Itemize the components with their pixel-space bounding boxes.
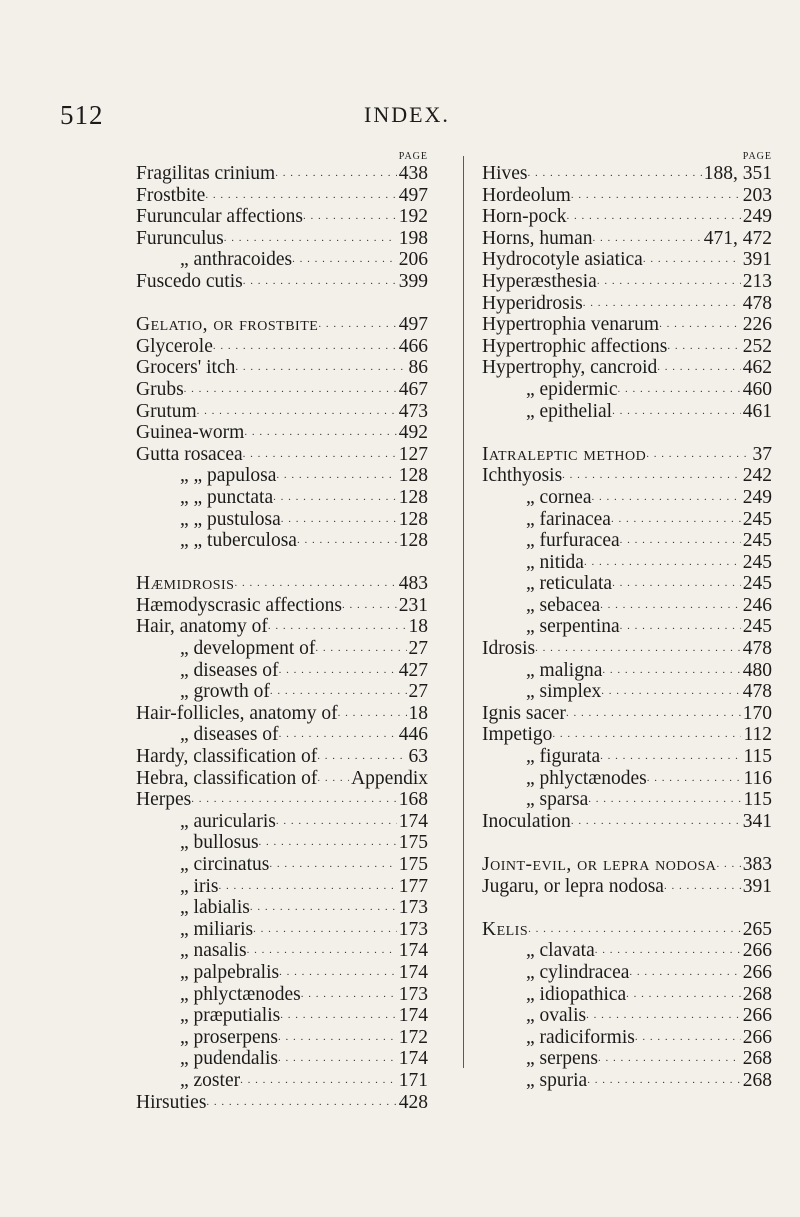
entry-term: „ phlyctænodes bbox=[526, 767, 647, 789]
entry-term: Joint-evil, or lepra nodosa bbox=[482, 854, 717, 875]
entry-term: Glycerole bbox=[136, 335, 213, 357]
entry-page: 18 bbox=[408, 616, 428, 638]
entry-page: 483 bbox=[398, 573, 428, 595]
entry-page: 174 bbox=[398, 810, 428, 832]
entry-term: „ maligna bbox=[526, 659, 603, 681]
entry-term: Ignis sacer bbox=[482, 702, 566, 724]
entry-page: 268 bbox=[742, 1069, 772, 1091]
entry-page: 383 bbox=[742, 854, 772, 875]
entry-page: 341 bbox=[742, 810, 772, 832]
entry-page: 446 bbox=[398, 724, 428, 746]
entry-term: Hair-follicles, anatomy of bbox=[136, 702, 338, 724]
entry-page: 174 bbox=[398, 961, 428, 983]
entry-page: 266 bbox=[742, 961, 772, 983]
entry-term: „ labialis bbox=[180, 897, 250, 919]
entry-page: 188, 351 bbox=[703, 163, 772, 184]
entry-page: 37 bbox=[752, 443, 772, 465]
entry-term: Herpes bbox=[136, 789, 192, 811]
entry-term: Horns, human bbox=[482, 227, 593, 249]
right-entries bbox=[482, 163, 772, 1092]
dot-leader bbox=[297, 527, 397, 552]
entry-page: 266 bbox=[742, 1005, 772, 1027]
entry-term: „ spuria bbox=[526, 1069, 588, 1091]
entry-page: 242 bbox=[742, 465, 772, 487]
entry-page: 245 bbox=[742, 530, 772, 552]
entry-term: „ clavata bbox=[526, 940, 595, 962]
entry-term: Hives bbox=[482, 163, 528, 184]
dot-leader bbox=[571, 808, 741, 833]
entry-term: Hypertrophy, cancroid bbox=[482, 357, 658, 379]
entry-page: 497 bbox=[398, 184, 428, 206]
entry-page: 268 bbox=[742, 983, 772, 1005]
left-entries bbox=[136, 163, 428, 1113]
entry-term: Hair, anatomy of bbox=[136, 616, 268, 638]
index-entry bbox=[482, 401, 772, 423]
entry-page: 206 bbox=[398, 249, 428, 271]
entry-page: 252 bbox=[742, 335, 772, 357]
entry-page: 173 bbox=[398, 918, 428, 940]
entry-term: „ serpentina bbox=[526, 616, 620, 638]
entry-page: Appendix bbox=[351, 767, 428, 789]
entry-page: 399 bbox=[398, 270, 428, 292]
entry-page: 170 bbox=[742, 702, 772, 724]
entry-term: „ epidermic bbox=[526, 378, 618, 400]
entry-page: 63 bbox=[408, 746, 428, 768]
entry-page: 198 bbox=[398, 227, 428, 249]
entry-term: „ anthracoides bbox=[180, 249, 293, 271]
left-column bbox=[136, 150, 428, 1113]
entry-term: Hypertrophic affections bbox=[482, 335, 668, 357]
entry-term: Hyperidrosis bbox=[482, 292, 583, 314]
dot-leader bbox=[243, 268, 397, 293]
entry-term: „ simplex bbox=[526, 681, 602, 703]
entry-term: „ „ punctata bbox=[180, 486, 274, 508]
entry-term: Hardy, classification of bbox=[136, 746, 318, 768]
page-number: 512 bbox=[60, 100, 104, 130]
entry-page: 473 bbox=[398, 400, 428, 422]
index-entry bbox=[482, 876, 772, 898]
dot-leader bbox=[664, 873, 741, 898]
entry-term: Fragilitas crinium bbox=[136, 163, 276, 184]
entry-term: „ circinatus bbox=[180, 854, 270, 875]
entry-term: Hordeolum bbox=[482, 184, 571, 206]
entry-page: 249 bbox=[742, 486, 772, 508]
entry-page: 127 bbox=[398, 443, 428, 465]
entry-page: 438 bbox=[398, 163, 428, 184]
entry-page: 18 bbox=[408, 702, 428, 724]
entry-term: Grocers' itch bbox=[136, 357, 236, 379]
entry-page: 461 bbox=[742, 400, 772, 422]
entry-page: 27 bbox=[408, 681, 428, 703]
entry-page: 174 bbox=[398, 1048, 428, 1070]
entry-page: 478 bbox=[742, 638, 772, 660]
entry-page: 128 bbox=[398, 530, 428, 552]
entry-page: 249 bbox=[742, 206, 772, 228]
entry-page: 128 bbox=[398, 508, 428, 530]
entry-term: „ „ pustulosa bbox=[180, 508, 281, 530]
entry-page: 467 bbox=[398, 378, 428, 400]
entry-term: „ nitida bbox=[526, 551, 584, 573]
right-column bbox=[482, 150, 772, 1092]
entry-term: Grutum bbox=[136, 400, 197, 422]
entry-term: „ serpens bbox=[526, 1048, 599, 1070]
entry-page: 173 bbox=[398, 897, 428, 919]
entry-term: „ pudendalis bbox=[180, 1048, 279, 1070]
entry-term: „ nasalis bbox=[180, 940, 247, 962]
entry-term: Furunculus bbox=[136, 227, 224, 249]
entry-term: „ palpebralis bbox=[180, 961, 280, 983]
entry-page: 174 bbox=[398, 940, 428, 962]
entry-term: „ auricularis bbox=[180, 810, 276, 832]
entry-term: „ bullosus bbox=[180, 832, 259, 854]
entry-term: Hirsuties bbox=[136, 1091, 207, 1113]
entry-page: 462 bbox=[742, 357, 772, 379]
dot-leader bbox=[612, 398, 741, 423]
entry-term: „ development of bbox=[180, 638, 316, 660]
entry-term: Guinea-worm bbox=[136, 422, 245, 444]
entry-page: 168 bbox=[398, 789, 428, 811]
index-entry bbox=[136, 530, 428, 552]
entry-page: 391 bbox=[742, 875, 772, 897]
entry-term: „ diseases of bbox=[180, 659, 279, 681]
entry-page: 268 bbox=[742, 1048, 772, 1070]
entry-page: 245 bbox=[742, 551, 772, 573]
entry-page: 246 bbox=[742, 594, 772, 616]
entry-page: 478 bbox=[742, 292, 772, 314]
entry-term: Hydrocotyle asiatica bbox=[482, 249, 643, 271]
entry-page: 492 bbox=[398, 422, 428, 444]
entry-term: „ farinacea bbox=[526, 508, 611, 530]
entry-term: „ cylindracea bbox=[526, 961, 630, 983]
entry-term: „ zoster bbox=[180, 1069, 241, 1091]
page-header bbox=[0, 100, 800, 140]
entry-term: „ miliaris bbox=[180, 918, 254, 940]
entry-page: 172 bbox=[398, 1026, 428, 1048]
entry-page: 427 bbox=[398, 659, 428, 681]
entry-term: „ furfuracea bbox=[526, 530, 620, 552]
entry-page: 226 bbox=[742, 314, 772, 336]
entry-page: 174 bbox=[398, 1005, 428, 1027]
index-entry bbox=[136, 746, 428, 768]
entry-page: 173 bbox=[398, 983, 428, 1005]
entry-term: „ sparsa bbox=[526, 789, 589, 811]
entry-term: Gutta rosacea bbox=[136, 443, 243, 465]
entry-term: „ idiopathica bbox=[526, 983, 627, 1005]
entry-page: 460 bbox=[742, 378, 772, 400]
entry-page: 112 bbox=[743, 724, 772, 746]
entry-term: „ figurata bbox=[526, 746, 601, 768]
index-entry bbox=[482, 811, 772, 833]
entry-term: Hebra, classification of bbox=[136, 767, 318, 789]
page-title: INDEX. bbox=[364, 102, 450, 127]
entry-term: „ reticulata bbox=[526, 573, 613, 595]
entry-term: Hyperæsthesia bbox=[482, 270, 597, 292]
entry-page: 192 bbox=[398, 206, 428, 228]
entry-term: Kelis bbox=[482, 918, 529, 940]
entry-page: 116 bbox=[743, 767, 772, 789]
entry-page: 245 bbox=[742, 573, 772, 595]
entry-term: Hæmidrosis bbox=[136, 573, 235, 595]
entry-term: Iatraleptic method bbox=[482, 443, 647, 465]
entry-term: „ iris bbox=[180, 875, 219, 897]
entry-page: 175 bbox=[398, 854, 428, 875]
index-entry bbox=[136, 271, 428, 293]
column-divider bbox=[463, 156, 464, 1068]
entry-page: 480 bbox=[742, 659, 772, 681]
index-entry bbox=[136, 1092, 428, 1114]
entry-page: 245 bbox=[742, 616, 772, 638]
entry-term: Impetigo bbox=[482, 724, 553, 746]
entry-page: 128 bbox=[398, 486, 428, 508]
entry-term: „ præputialis bbox=[180, 1005, 281, 1027]
entry-page: 203 bbox=[742, 184, 772, 206]
entry-term: „ „ tuberculosa bbox=[180, 530, 297, 552]
entry-page: 466 bbox=[398, 335, 428, 357]
entry-term: „ proserpens bbox=[180, 1026, 279, 1048]
entry-term: Fuscedo cutis bbox=[136, 270, 243, 292]
right-column-header: PAGE bbox=[742, 151, 772, 162]
entry-term: „ „ papulosa bbox=[180, 465, 277, 487]
entry-term: Horn-pock bbox=[482, 206, 567, 228]
entry-page: 128 bbox=[398, 465, 428, 487]
entry-page: 171 bbox=[398, 1069, 428, 1091]
entry-page: 115 bbox=[743, 746, 772, 768]
entry-page: 86 bbox=[408, 357, 428, 379]
entry-page: 115 bbox=[743, 789, 772, 811]
entry-page: 245 bbox=[742, 508, 772, 530]
entry-page: 213 bbox=[742, 270, 772, 292]
entry-term: Ichthyosis bbox=[482, 465, 563, 487]
entry-term: „ phlyctænodes bbox=[180, 983, 301, 1005]
entry-term: Hæmodyscrasic affections bbox=[136, 594, 342, 616]
entry-term: Grubs bbox=[136, 378, 184, 400]
entry-term: Inoculation bbox=[482, 810, 571, 832]
entry-page: 177 bbox=[398, 875, 428, 897]
entry-term: Hypertrophia venarum bbox=[482, 314, 660, 336]
entry-term: „ epithelial bbox=[526, 400, 613, 422]
entry-page: 266 bbox=[742, 940, 772, 962]
entry-term: Gelatio, or frostbite bbox=[136, 314, 319, 336]
entry-term: „ sebacea bbox=[526, 594, 601, 616]
entry-term: „ diseases of bbox=[180, 724, 279, 746]
entry-page: 266 bbox=[742, 1026, 772, 1048]
index-entry bbox=[482, 1070, 772, 1092]
entry-term: „ ovalis bbox=[526, 1005, 587, 1027]
dot-leader bbox=[206, 1089, 396, 1114]
left-column-header: PAGE bbox=[398, 151, 428, 162]
entry-page: 497 bbox=[398, 314, 428, 336]
entry-page: 391 bbox=[742, 249, 772, 271]
entry-term: „ cornea bbox=[526, 486, 592, 508]
entry-page: 265 bbox=[742, 918, 772, 940]
entry-term: Jugaru, or lepra nodosa bbox=[482, 875, 664, 897]
entry-page: 231 bbox=[398, 594, 428, 616]
entry-term: „ growth of bbox=[180, 681, 270, 703]
entry-page: 471, 472 bbox=[703, 227, 772, 249]
entry-page: 27 bbox=[408, 638, 428, 660]
entry-page: 428 bbox=[398, 1091, 428, 1113]
entry-term: Frostbite bbox=[136, 184, 206, 206]
entry-page: 175 bbox=[398, 832, 428, 854]
dot-leader bbox=[587, 1067, 741, 1092]
entry-page: 478 bbox=[742, 681, 772, 703]
entry-term: Idrosis bbox=[482, 638, 536, 660]
entry-term: „ radiciformis bbox=[526, 1026, 635, 1048]
entry-term: Furuncular affections bbox=[136, 206, 303, 228]
